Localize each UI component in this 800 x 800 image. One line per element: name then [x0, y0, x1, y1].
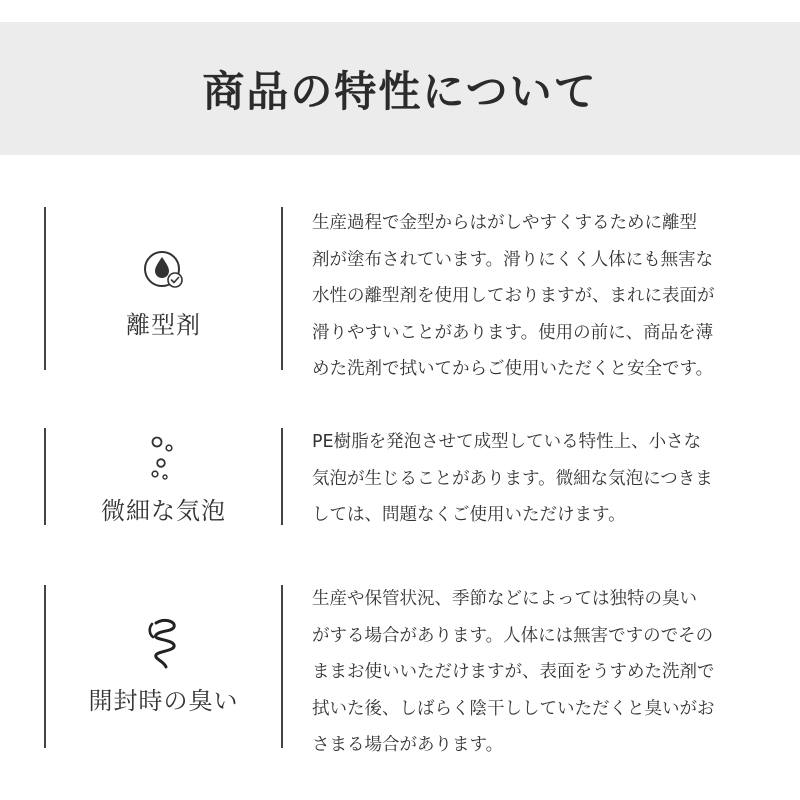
description-line: 剤が塗布されています。滑りにくく人体にも無害な — [312, 249, 714, 270]
description-line: 生産や保管状況、季節などによっては独特の臭い — [312, 589, 697, 609]
description-line: 気泡が生じることがあります。微細な気泡につきま — [312, 468, 713, 489]
description-line: 滑りやすいことがあります。使用の前に、商品を薄 — [312, 322, 714, 343]
feature-description — [312, 581, 772, 764]
feature-label-fine-bubbles: 微細な気泡 — [101, 497, 226, 525]
page-header — [0, 22, 800, 155]
description-line: がする場合があります。人体には無害ですのでその — [312, 625, 714, 646]
feature-section-release-agent — [0, 207, 800, 379]
description-line: さまる場合があります。 — [312, 735, 504, 755]
water-drop-check-icon — [46, 247, 281, 293]
feature-label-odor: 開封時の臭い — [88, 687, 239, 715]
odor-icon — [46, 615, 281, 671]
description-line: PE樹脂を発泡させて成型している特性上、小さな — [312, 432, 702, 452]
divider-middle — [281, 585, 283, 748]
feature-label-release-agent: 離型剤 — [126, 311, 201, 339]
description-line: ままお使いいただけますが、表面をうすめた洗剤で — [312, 662, 715, 682]
divider-middle — [281, 207, 283, 370]
feature-description — [312, 424, 772, 534]
divider-middle — [281, 428, 283, 525]
page-title: 商品の特性について — [202, 66, 598, 116]
description-line: 水性の離型剤を使用しておりますが、まれに表面が — [312, 286, 715, 306]
feature-column — [46, 585, 281, 748]
description-line: しては、問題なくご使用いただけます。 — [312, 505, 626, 525]
feature-column — [46, 207, 281, 370]
feature-description — [312, 205, 772, 388]
feature-section-fine-bubbles — [0, 428, 800, 525]
feature-column — [46, 428, 281, 525]
description-line: 生産過程で金型からはがしやすくするために離型 — [312, 213, 697, 233]
bubbles-icon — [46, 430, 281, 480]
description-line: 拭いた後、しばらく陰干ししていただくと臭いがお — [312, 698, 715, 719]
description-line: めた洗剤で拭いてからご使用いただくと安全です。 — [312, 359, 714, 379]
feature-section-odor — [0, 585, 800, 755]
